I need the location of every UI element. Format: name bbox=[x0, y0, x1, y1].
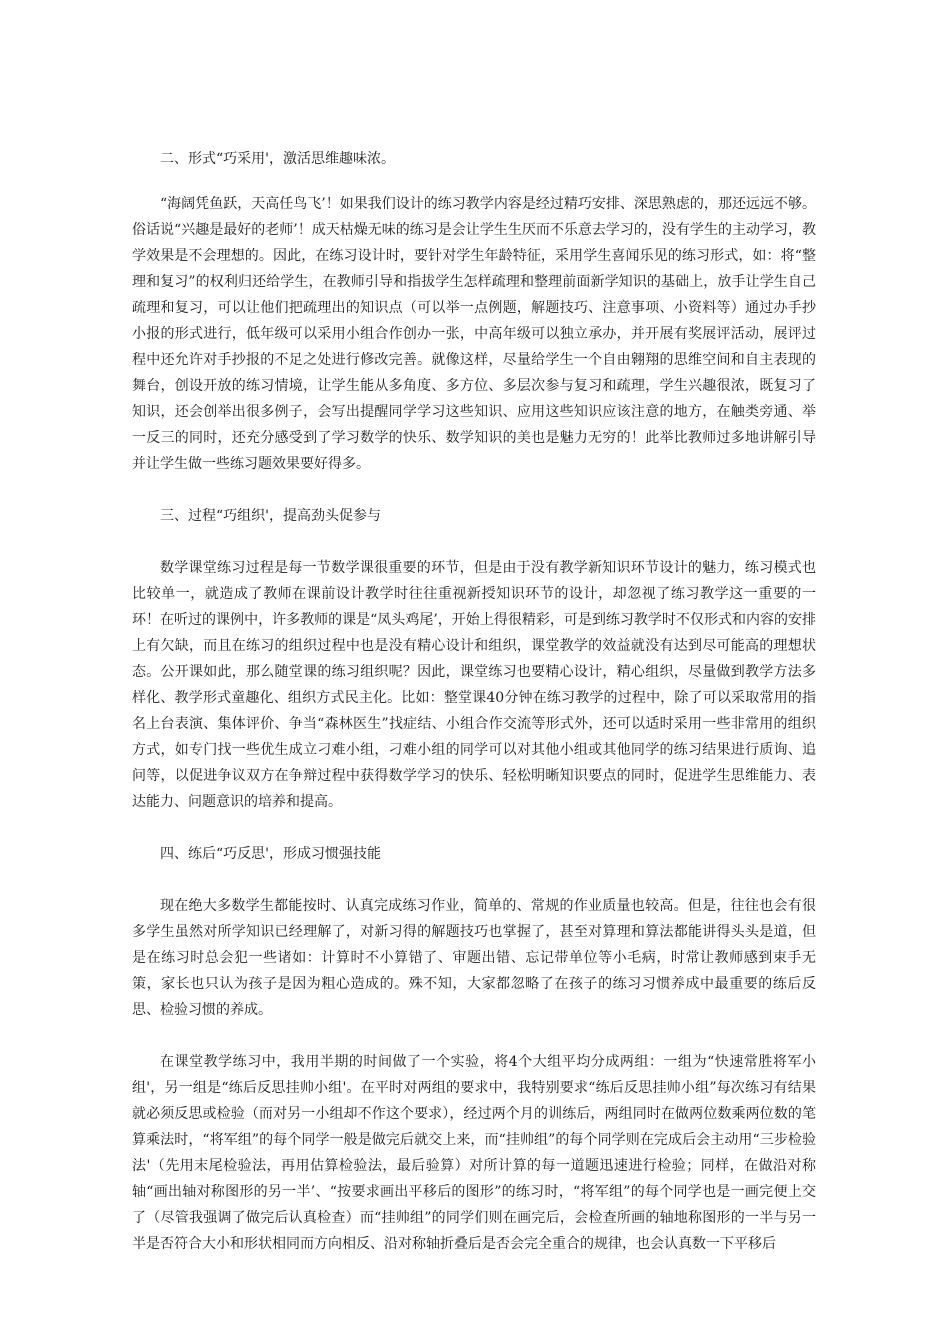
paragraph: 数学课堂练习过程是每一节数学课很重要的环节，但是由于没有教学新知识环节设计的魅力，练习模式也比较单一，就造成了教师在课前设计教学时往往重视新授知识环节的设计，却忽视了练习教学这一重要的一环！在听过的课例中，许多教师的课是“凤头鸡尾’，开始上得很精彩，可是到练习教学时不仅形式和内容的安排上有欠缺，而且在练习的组织过程中也是没有精心设计和组织，课堂教学的效益就没有达到尽可能高的理想状态。公开课如此，那么随堂课的练习组织呢？因此，课堂练习也要精心设计，精心组织，尽量做到教学方法多样化、教学形式童趣化、组织方式民主化。比如：整堂课40分钟在练习教学的过程中，除了可以采取常用的指名上台表演、集体评价、争当“森林医生”找症结、小组合作交流等形式外，还可以适时采用一些非常用的组织方式，如专门找一些优生成立刁难小组，刁难小组的同学可以对其他小组或其他同学的练习结果进行质询、追问等，以促进争议双方在争辩过程中获得数学学习的快乐、轻松明晰知识要点的同时，促进学生思维能力、表达能力、问题意识的培养和提高。 bbox=[132, 560, 816, 810]
section-heading-2: 二、形式“巧采用'，激活思维趣味浓。 bbox=[160, 151, 396, 167]
section-heading-4: 四、练后“巧反思'，形成习惯强技能 bbox=[160, 846, 382, 862]
paragraph: 在课堂教学练习中，我用半期的时间做了一个实验，将4个大组平均分成两组：一组为“快速常胜将军小组'，另一组是“练后反思挂帅小组'。在平时对两组的要求中，我特别要求“练后反思挂帅小组”每次练习有结果就必须反思或检验（而对另一小组却不作这个要求），经过两个月的训练后，两组同时在做两位数乘两位数的笔算乘法时，“将军组”的每个同学一般是做完后就交上来，而“挂帅组”的每个同学则在完成后会主动用“三步检验法'（先用末尾检验法，再用估算检验法，最后验算）对所计算的每一道题迅速进行检验；同样，在做沿对称轴“画出轴对称图形的另一半’、“按要求画出平移后的图形”的练习时，“将军组”的每个同学也是一画完便上交了（尽管我强调了做完后认真检查）而“挂帅组”的同学们则在画完后，会检查所画的轴地称图形的一半与另一半是否符合大小和形状相同而方向相反、沿对称轴折叠后是否会完全重合的规律，也会认真数一下平移后 bbox=[132, 1054, 816, 1252]
document-page bbox=[132, 146, 816, 1257]
paragraph: 现在绝大多数学生都能按时、认真完成练习作业，简单的、常规的作业质量也较高。但是，往往也会有很多学生虽然对所学知识已经理解了，对新习得的解题技巧也掌握了，甚至对算理和算法都能讲得头头是道，但是在练习时总会犯一些诸如：计算时不小算错了、审题出错、忘记带单位等小毛病，时常让教师感到束手无策，家长也只认为孩子是因为粗心造成的。殊不知，大家都忽略了在孩子的练习习惯养成中最重要的练后反思、检验习惯的养成。 bbox=[132, 898, 816, 1018]
section-heading-3: 三、过程“巧组织'，提高劲头促参与 bbox=[160, 508, 382, 524]
paragraph: “海阔凭鱼跃，天高任鸟飞’！如果我们设计的练习教学内容是经过精巧安排、深思熟虑的，那还远远不够。俗话说“兴趣是最好的老师’！成天枯燥无味的练习是会让学生生厌而不乐意去学习的，没有学生的主动学习，教学效果是不会理想的。因此，在练习设计时，要针对学生年龄特征，采用学生喜闻乐见的练习形式，如：将“整理和复习”的权利归还给学生，在教师引导和指拔学生怎样疏理和整理前面新学知识的基础上，放手让学生自己疏理和复习，可以让他们把疏理出的知识点（可以举一点例题，解题技巧、注意事项、小资料等）通过办手抄小报的形式进行，低年级可以采用小组合作创办一张，中高年级可以独立承办，并开展有奖展评活动，展评过程中还允许对手抄报的不足之处进行修改完善。就像这样，尽量给学生一个自由翱翔的思维空间和自主表现的舞台，创设开放的练习情境，让学生能从多角度、多方位、多层次参与复习和疏理，学生兴趣很浓，既复习了知识，还会创举出很多例子，会写出提醒同学学习这些知识、应用这些知识应该注意的地方，在触类旁通、举一反三的同时，还充分感受到了学习数学的快乐、数学知识的美也是魅力无穷的！此举比教师过多地讲解引导并让学生做一些练习题效果要好得多。 bbox=[132, 196, 816, 472]
